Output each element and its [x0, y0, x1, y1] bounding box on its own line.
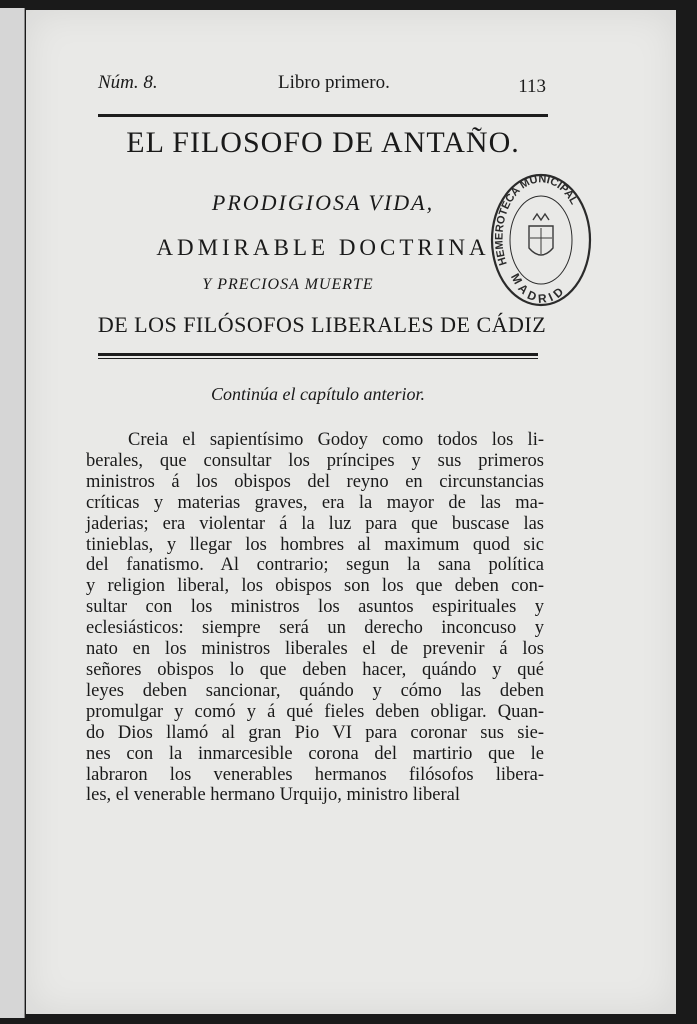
- body-line: del fanatismo. Al contrario; segun la sana política: [86, 555, 544, 576]
- body-line: leyes deben sancionar, quándo y cómo las deben: [86, 680, 544, 701]
- publication-title: EL FILOSOFO DE ANTAÑO.: [126, 126, 520, 159]
- body-line: nes con la inmarcesible corona del martirio que le: [86, 743, 544, 764]
- previous-page-edge: [0, 8, 25, 1018]
- subtitle-line-2: ADMIRABLE DOCTRINA: [156, 235, 490, 260]
- body-line: les, el venerable hermano Urquijo, ministro liberal: [86, 785, 460, 806]
- issue-number: Núm. 8.: [98, 72, 158, 93]
- section-heading: Continúa el capítulo anterior.: [211, 384, 425, 404]
- body-line: jaderias; era violentar á la luz para que buscase las: [86, 513, 544, 534]
- title-divider-rule: [98, 353, 538, 359]
- body-line: Creia el sapientísimo Godoy como todos los li-: [128, 430, 544, 450]
- book-label: Libro primero.: [278, 72, 390, 93]
- body-line: y religion liberal, los obispos son los que deben con-: [86, 576, 544, 597]
- book-page: [26, 10, 676, 1014]
- body-line: berales, que consultar los príncipes y sus primeros: [86, 450, 544, 471]
- library-stamp: [489, 168, 593, 308]
- body-line: sultar con los ministros los asuntos espirituales y: [86, 597, 544, 618]
- subtitle-line-4: DE LOS FILÓSOFOS LIBERALES DE CÁDIZ: [97, 312, 547, 337]
- subtitle-line-3: Y PRECIOSA MUERTE: [202, 276, 374, 293]
- body-line: eclesiásticos: siempre será un derecho inconcuso y: [86, 618, 544, 639]
- running-header: [98, 72, 546, 100]
- body-paragraph: [86, 430, 544, 806]
- stamp-text-bottom: MADRID: [507, 271, 570, 306]
- stamp-text-top: HEMEROTECA MUNICIPAL: [493, 173, 580, 267]
- subtitle-line-1: PRODIGIOSA VIDA,: [211, 190, 435, 215]
- header-rule: [98, 114, 548, 117]
- body-line: ministros á los obispos del reyno en circunstancias: [86, 471, 544, 492]
- svg-text:HEMEROTECA MUNICIPAL: [493, 173, 580, 266]
- page-number: 113: [518, 76, 546, 97]
- svg-text:MADRID: [508, 271, 569, 306]
- body-line: do Dios llamó al gran Pio VI para coronar sus sie-: [86, 722, 544, 743]
- body-line: críticas y materias graves, era la mayor de las ma-: [86, 492, 544, 513]
- coat-of-arms-icon: [529, 214, 553, 255]
- body-line: nato en los ministros liberales el de prevenir á los: [86, 639, 544, 660]
- body-line: tinieblas, y llegar los hombres al maximum quod sic: [86, 534, 544, 555]
- body-line: labraron los venerables hermanos filósofos libera-: [86, 764, 544, 785]
- body-line: promulgar y comó y á qué fieles deben obligar. Quan-: [86, 701, 544, 722]
- body-line: señores obispos lo que deben hacer, quándo y qué: [86, 659, 544, 680]
